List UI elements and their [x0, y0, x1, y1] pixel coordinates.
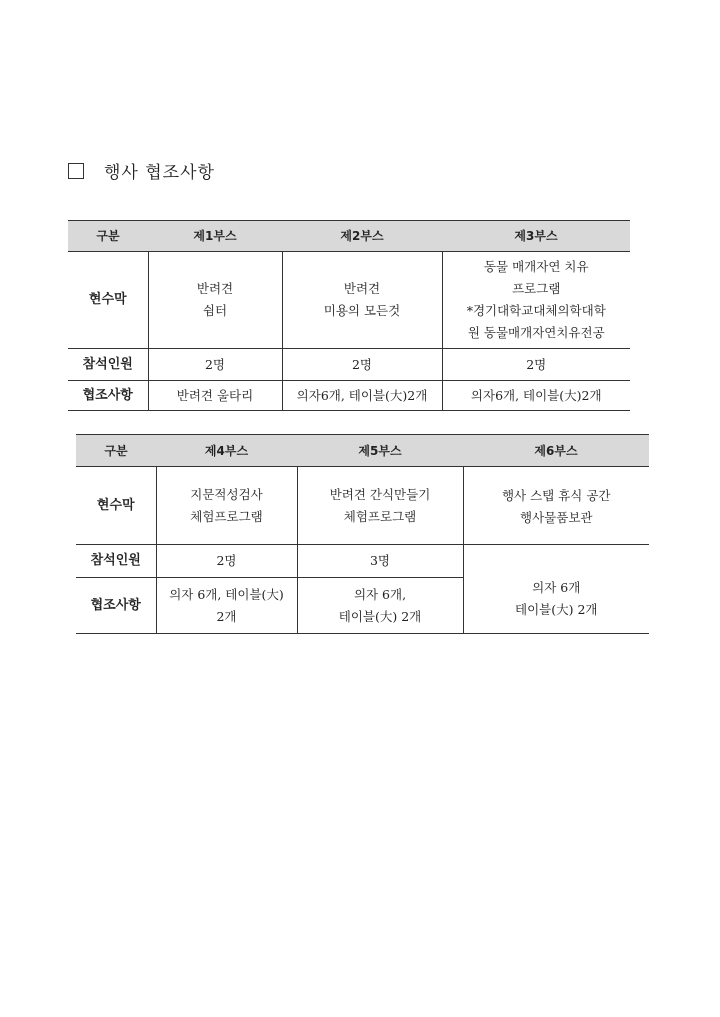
header-cell: 제3부스 [442, 221, 630, 252]
banner-cell: 반려견 쉼터 [148, 252, 282, 349]
header-cell: 구분 [68, 221, 148, 252]
row-label-banner: 현수막 [76, 467, 156, 545]
staff-cell: 2명 [148, 349, 282, 381]
table-row [76, 545, 649, 578]
coop-cell: 의자6개, 테이블(大)2개 [442, 381, 630, 411]
banner-cell: 동물 매개자연 치유 프로그램 *경기대학교대체의학대학 원 동물매개자연치유전공 [442, 252, 630, 349]
staff-cell: 2명 [442, 349, 630, 381]
header-cell: 제1부스 [148, 221, 282, 252]
row-label-staff: 참석인원 [68, 349, 148, 381]
table-header-row [68, 221, 630, 252]
staff-cell: 3명 [297, 545, 463, 578]
row-label-coop: 협조사항 [76, 578, 156, 634]
staff-cell: 2명 [282, 349, 442, 381]
banner-cell: 행사 스탭 휴식 공간 행사물품보관 [463, 467, 649, 545]
checkbox-square-icon [68, 163, 84, 179]
coop-cell: 의자 6개, 테이블(大) 2개 [156, 578, 297, 634]
staff-cell: 2명 [156, 545, 297, 578]
header-cell: 제2부스 [282, 221, 442, 252]
header-cell: 구분 [76, 435, 156, 467]
booth-table-1 [68, 220, 630, 411]
row-label-banner: 현수막 [68, 252, 148, 349]
banner-cell: 지문적성검사 체험프로그램 [156, 467, 297, 545]
booth-table-2 [76, 434, 649, 634]
coop-cell: 반려견 울타리 [148, 381, 282, 411]
banner-cell: 반려견 간식만들기 체험프로그램 [297, 467, 463, 545]
row-label-staff: 참석인원 [76, 545, 156, 578]
table-header-row [76, 435, 649, 467]
table-row [68, 252, 630, 349]
row-label-coop: 협조사항 [68, 381, 148, 411]
table-row [68, 349, 630, 381]
header-cell: 제5부스 [297, 435, 463, 467]
banner-cell: 반려견 미용의 모든것 [282, 252, 442, 349]
heading-text: 행사 협조사항 [104, 163, 215, 183]
table-row [68, 381, 630, 411]
header-cell: 제6부스 [463, 435, 649, 467]
table-row [76, 467, 649, 545]
coop-cell: 의자 6개 테이블(大) 2개 [463, 545, 649, 634]
coop-cell: 의자6개, 테이블(大)2개 [282, 381, 442, 411]
section-heading [68, 158, 215, 183]
coop-cell: 의자 6개, 테이블(大) 2개 [297, 578, 463, 634]
header-cell: 제4부스 [156, 435, 297, 467]
